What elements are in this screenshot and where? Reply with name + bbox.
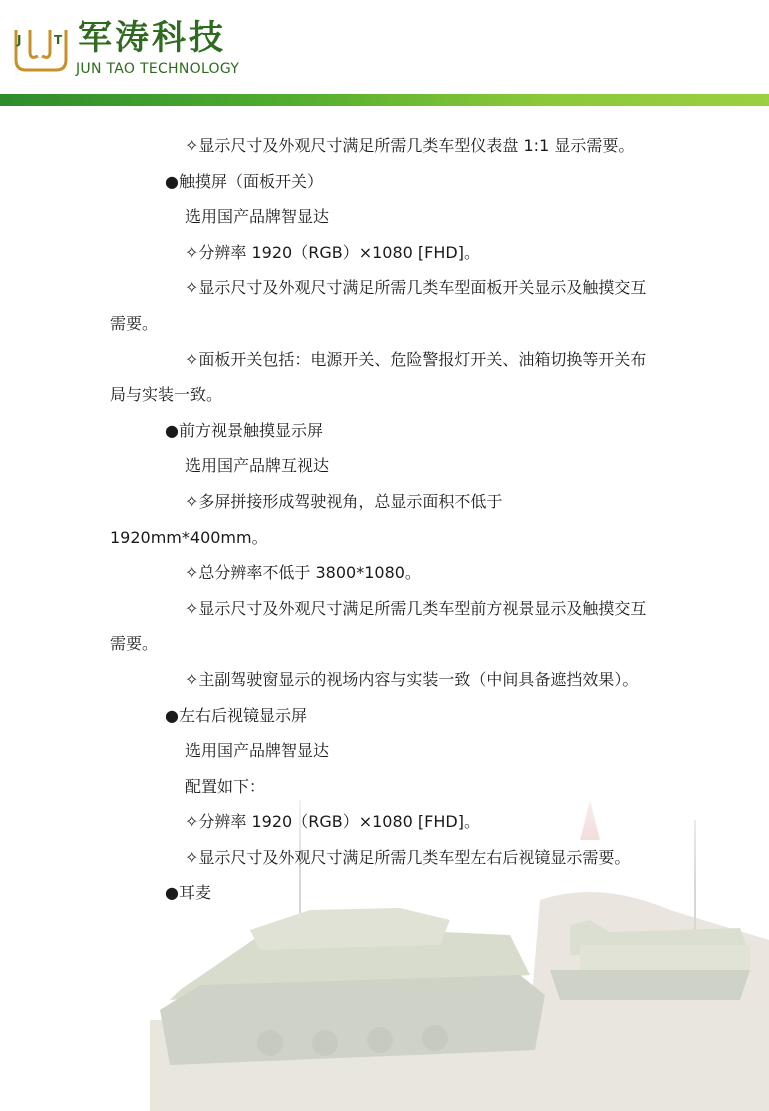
brand-name-chinese: 军涛科技 xyxy=(78,18,226,58)
body-line: ✧分辨率 1920（RGB）×1080 [FHD]。 xyxy=(185,242,480,262)
body-line: ✧面板开关包括：电源开关、危险警报灯开关、油箱切换等开关布局与实装一致。 xyxy=(110,349,647,405)
header-divider-bar xyxy=(0,94,769,106)
logo-letter-j: J xyxy=(17,33,22,47)
logo-letter-t: T xyxy=(54,33,63,47)
body-line: ✧显示尺寸及外观尺寸满足所需几类车型面板开关显示及触摸交互需要。 xyxy=(110,278,647,333)
body-line: ✧总分辨率不低于 3800*1080。 xyxy=(185,563,421,583)
body-line: ✧显示尺寸及外观尺寸满足所需几类车型前方视景显示及触摸交互需要。 xyxy=(110,598,647,654)
body-line: 配置如下： xyxy=(185,776,266,796)
bullet-heading: ●前方视景触摸显示屏 xyxy=(165,420,323,440)
body-line: ✧多屏拼接形成驾驶视角，总显示面积不低于 1920mm*400mm。 xyxy=(110,491,503,547)
body-line: 选用国产品牌互视达 xyxy=(185,456,330,476)
company-logo xyxy=(10,22,72,74)
bullet-heading: ●左右后视镜显示屏 xyxy=(165,705,307,725)
bullet-heading: ●触摸屏（面板开关） xyxy=(165,171,323,191)
body-line: 选用国产品牌智显达 xyxy=(185,207,330,227)
page-header xyxy=(0,0,769,108)
body-line: ✧显示尺寸及外观尺寸满足所需几类车型左右后视镜显示需要。 xyxy=(185,847,631,867)
body-line: ✧显示尺寸及外观尺寸满足所需几类车型仪表盘 1:1 显示需要。 xyxy=(185,136,635,155)
document-body xyxy=(110,128,660,911)
body-line: 选用国产品牌智显达 xyxy=(185,741,330,761)
brand-name-english: JUN TAO TECHNOLOGY xyxy=(76,61,240,77)
body-line: ✧分辨率 1920（RGB）×1080 [FHD]。 xyxy=(185,812,480,832)
bullet-heading: ●耳麦 xyxy=(165,883,211,903)
body-line: ✧主副驾驶窗显示的视场内容与实装一致（中间具备遮挡效果）。 xyxy=(185,669,639,689)
